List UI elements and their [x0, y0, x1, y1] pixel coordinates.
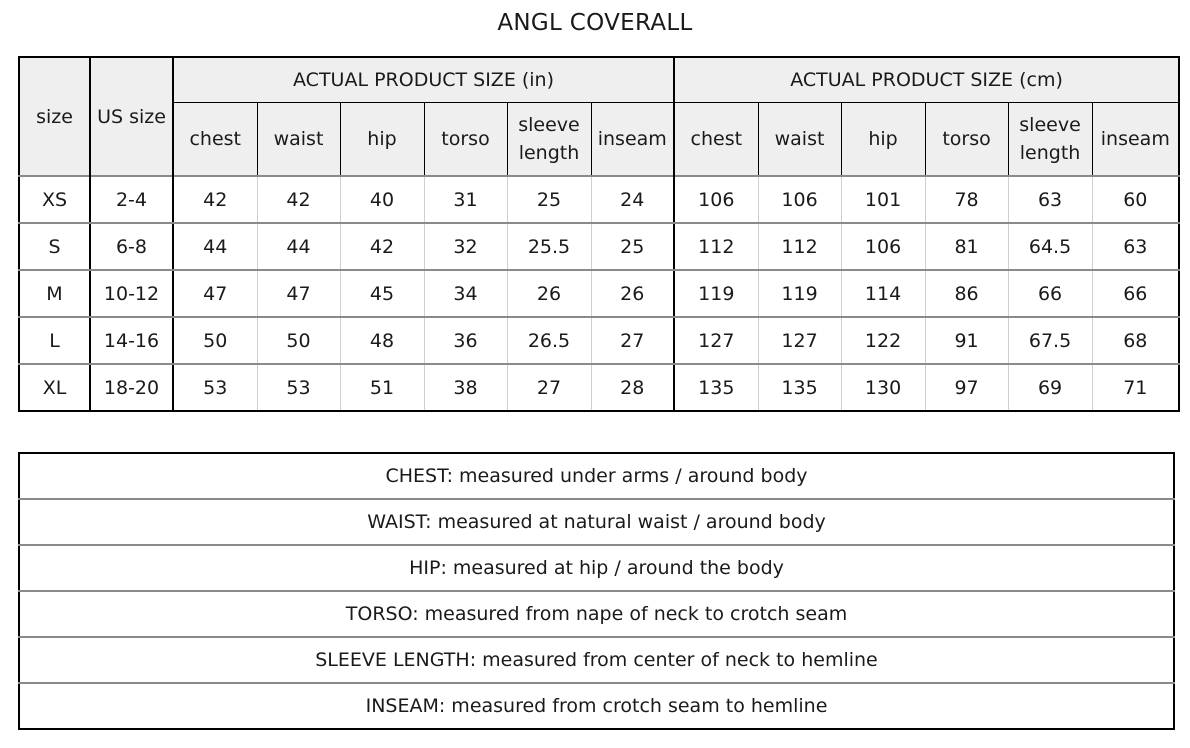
value-cell-cm: 101 — [841, 176, 925, 223]
definition-text: CHEST: measured under arms / around body — [19, 453, 1174, 499]
size-cell: XL — [19, 364, 90, 411]
value-cell-cm: 64.5 — [1008, 223, 1092, 270]
value-cell-cm: 71 — [1092, 364, 1179, 411]
size-cell: L — [19, 317, 90, 364]
value-cell-cm: 106 — [841, 223, 925, 270]
value-cell-in: 50 — [257, 317, 340, 364]
us-size-cell: 2-4 — [90, 176, 173, 223]
definition-text: HIP: measured at hip / around the body — [19, 545, 1174, 591]
value-cell-in: 28 — [591, 364, 674, 411]
value-cell-in: 25 — [507, 176, 591, 223]
value-cell-in: 24 — [591, 176, 674, 223]
value-cell-in: 53 — [173, 364, 257, 411]
value-cell-in: 44 — [173, 223, 257, 270]
definition-row — [19, 545, 1174, 591]
value-cell-cm: 127 — [674, 317, 758, 364]
value-cell-cm: 68 — [1092, 317, 1179, 364]
value-cell-cm: 66 — [1008, 270, 1092, 317]
header-size: size — [19, 57, 90, 176]
value-cell-cm: 114 — [841, 270, 925, 317]
value-cell-cm: 78 — [925, 176, 1008, 223]
value-cell-cm: 119 — [674, 270, 758, 317]
header-group-cm: ACTUAL PRODUCT SIZE (cm) — [674, 57, 1179, 103]
value-cell-in: 42 — [173, 176, 257, 223]
header-cm-sleeve-length: sleeve length — [1008, 103, 1092, 177]
value-cell-cm: 63 — [1092, 223, 1179, 270]
size-chart-table — [18, 56, 1180, 412]
header-cm-chest: chest — [674, 103, 758, 177]
value-cell-cm: 91 — [925, 317, 1008, 364]
value-cell-in: 47 — [173, 270, 257, 317]
header-us-size: US size — [90, 57, 173, 176]
page-title: ANGL COVERALL — [497, 10, 693, 36]
header-in-chest: chest — [173, 103, 257, 177]
value-cell-in: 44 — [257, 223, 340, 270]
definition-text: SLEEVE LENGTH: measured from center of neck to hemline — [19, 637, 1174, 683]
us-size-cell: 14-16 — [90, 317, 173, 364]
definition-row — [19, 683, 1174, 729]
value-cell-in: 32 — [424, 223, 507, 270]
value-cell-cm: 81 — [925, 223, 1008, 270]
value-cell-cm: 119 — [758, 270, 841, 317]
sub-header-row — [19, 103, 1179, 177]
definition-row — [19, 499, 1174, 545]
definition-text: TORSO: measured from nape of neck to crotch seam — [19, 591, 1174, 637]
value-cell-in: 27 — [507, 364, 591, 411]
value-cell-cm: 86 — [925, 270, 1008, 317]
value-cell-in: 42 — [257, 176, 340, 223]
value-cell-in: 40 — [340, 176, 424, 223]
value-cell-cm: 122 — [841, 317, 925, 364]
value-cell-in: 36 — [424, 317, 507, 364]
value-cell-in: 53 — [257, 364, 340, 411]
header-cm-waist: waist — [758, 103, 841, 177]
definition-row — [19, 591, 1174, 637]
header-in-waist: waist — [257, 103, 340, 177]
value-cell-in: 26.5 — [507, 317, 591, 364]
definition-text: WAIST: measured at natural waist / around body — [19, 499, 1174, 545]
value-cell-cm: 112 — [758, 223, 841, 270]
us-size-cell: 18-20 — [90, 364, 173, 411]
value-cell-in: 25.5 — [507, 223, 591, 270]
header-cm-torso: torso — [925, 103, 1008, 177]
size-table-body — [19, 176, 1179, 411]
value-cell-in: 34 — [424, 270, 507, 317]
us-size-cell: 10-12 — [90, 270, 173, 317]
value-cell-cm: 127 — [758, 317, 841, 364]
value-cell-in: 27 — [591, 317, 674, 364]
value-cell-cm: 60 — [1092, 176, 1179, 223]
size-cell: XS — [19, 176, 90, 223]
value-cell-cm: 69 — [1008, 364, 1092, 411]
value-cell-cm: 135 — [758, 364, 841, 411]
table-row — [19, 223, 1179, 270]
value-cell-cm: 97 — [925, 364, 1008, 411]
header-cm-hip: hip — [841, 103, 925, 177]
header-in-sleeve-length: sleeve length — [507, 103, 591, 177]
header-group-in: ACTUAL PRODUCT SIZE (in) — [173, 57, 674, 103]
definitions-table — [18, 452, 1175, 730]
value-cell-cm: 67.5 — [1008, 317, 1092, 364]
definition-text: INSEAM: measured from crotch seam to hemline — [19, 683, 1174, 729]
value-cell-in: 38 — [424, 364, 507, 411]
header-cm-inseam: inseam — [1092, 103, 1179, 177]
definition-row — [19, 453, 1174, 499]
table-row — [19, 176, 1179, 223]
header-in-torso: torso — [424, 103, 507, 177]
value-cell-in: 50 — [173, 317, 257, 364]
value-cell-in: 48 — [340, 317, 424, 364]
value-cell-in: 42 — [340, 223, 424, 270]
value-cell-in: 31 — [424, 176, 507, 223]
value-cell-cm: 106 — [758, 176, 841, 223]
value-cell-in: 45 — [340, 270, 424, 317]
table-row — [19, 270, 1179, 317]
size-cell: S — [19, 223, 90, 270]
value-cell-in: 51 — [340, 364, 424, 411]
header-in-hip: hip — [340, 103, 424, 177]
header-in-inseam: inseam — [591, 103, 674, 177]
value-cell-in: 47 — [257, 270, 340, 317]
size-cell: M — [19, 270, 90, 317]
value-cell-in: 26 — [507, 270, 591, 317]
value-cell-in: 25 — [591, 223, 674, 270]
us-size-cell: 6-8 — [90, 223, 173, 270]
value-cell-cm: 130 — [841, 364, 925, 411]
definition-row — [19, 637, 1174, 683]
value-cell-cm: 63 — [1008, 176, 1092, 223]
table-row — [19, 317, 1179, 364]
value-cell-in: 26 — [591, 270, 674, 317]
value-cell-cm: 135 — [674, 364, 758, 411]
value-cell-cm: 106 — [674, 176, 758, 223]
table-row — [19, 364, 1179, 411]
value-cell-cm: 66 — [1092, 270, 1179, 317]
value-cell-cm: 112 — [674, 223, 758, 270]
